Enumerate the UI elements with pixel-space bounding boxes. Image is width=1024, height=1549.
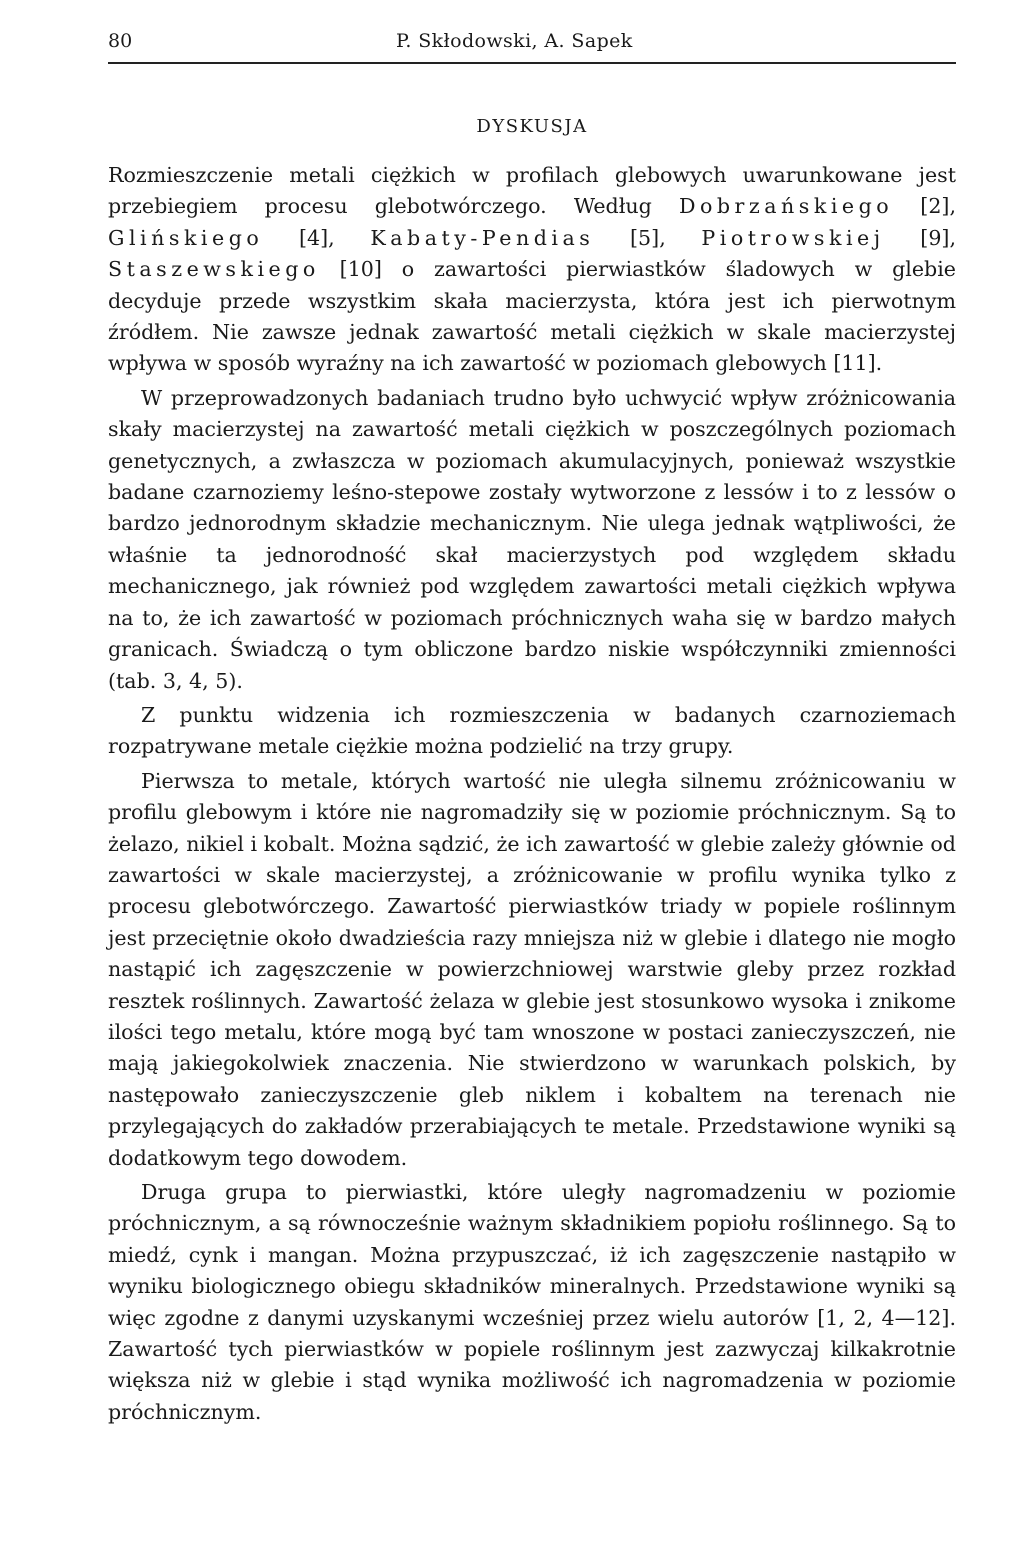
page: [108, 22, 956, 1428]
spaced-author-name: Dobrzańskiego: [678, 194, 894, 219]
section-title: DYSKUSJA: [476, 116, 588, 137]
citation-text: [4],: [263, 225, 371, 250]
paragraph-5: Druga grupa to pierwiastki, które uległy nagromadzeniu w poziomie próchnicznym, a są równocześnie ważnym składnikiem popiołu roślinnego. Są to miedź, cynk i mangan. Można przypuszczać, iż ich zagęszczenie nastąpiło w wyniku biologicznego obiegu składników mineralnych. Przedstawione wyniki są więc zgodne z danymi uzyskanymi wcześniej przez wielu autorów [1, 2, 4—12]. Zawartość tych pierwiastków w popiele roślinnym jest zazwyczaj kilkakrotnie większa niż w glebie i stąd wynika możliwość ich nagromadzenia w poziomie próchnicznym.: [108, 1180, 956, 1424]
paragraph-1-text-a: Rozmieszczenie metali ciężkich w profilach glebowych uwarunkowane jest przebiegiem procesu glebotwórczego. Według: [108, 163, 956, 219]
citation-text: [5],: [594, 225, 702, 250]
paragraph-1: [108, 160, 956, 380]
spaced-author-name: Glińskiego: [108, 225, 264, 250]
article-body: [108, 160, 956, 1428]
spaced-author-name: Kabaty-Pendias: [370, 225, 595, 250]
page-number: 80: [108, 30, 133, 52]
citation-text: [2],: [893, 194, 957, 219]
paragraph-4: Pierwsza to metale, których wartość nie uległa silnemu zróżnicowaniu w profilu glebowym i które nie nagromadziły się w poziomie próchnicznym. Są to żelazo, nikiel i kobalt. Można sądzić, że ich zawartość w glebie zależy głównie od zawartości w skale macierzystej, a zróżnicowanie w profilu wynika tylko z procesu glebotwórczego. Zawartość pierwiastków triady w popiele roślinnym jest przeciętnie około dwadzieścia razy mniejsza niż w glebie i dlatego nie mogło nastąpić ich zagęszczenie w powierzchniowej warstwie gleby przez rozkład resztek roślinnych. Zawartość żelaza w glebie jest stosunkowo wysoka i znikome ilości tego metalu, które mogą być tam wnoszone w postaci zanieczyszczeń, nie mają jakiegokolwiek znaczenia. Nie stwierdzono w warunkach polskich, by następowało zanieczyszczenie gleb niklem i kobaltem na terenach nie przylegających do zakładów przerabiających te metale. Przedstawione wyniki są dodatkowym tego dowodem.: [108, 768, 956, 1170]
spaced-author-name: Piotrowskiej: [701, 225, 885, 250]
spaced-author-name: Staszewskiego: [108, 257, 320, 282]
running-header: [108, 22, 956, 64]
paragraph-3: Z punktu widzenia ich rozmieszczenia w badanych czarnoziemach rozpatrywane metale ciężkie można podzielić na trzy grupy.: [108, 702, 956, 759]
paragraph-1-text-b: [10] o zawartości pierwiastków śladowych w glebie decyduje przede wszystkim skała macierzysta, która jest ich pierwotnym źródłem. Nie zawsze jednak zawartość metali ciężkich w skale macierzystej wpływa w sposób wyraźny na ich zawartość w poziomach glebowych [11].: [108, 257, 956, 376]
running-header-authors: P. Skłodowski, A. Sapek: [396, 30, 633, 52]
paragraph-2: W przeprowadzonych badaniach trudno było uchwycić wpływ zróżnicowania skały macierzystej na zawartość metali ciężkich w poszczególnych poziomach genetycznych, a zwłaszcza w poziomach akumulacyjnych, ponieważ wszystkie badane czarnoziemy leśno-stepowe zostały wytworzone z lessów i to z lessów o bardzo jednorodnym składzie mechanicznym. Nie ulega jednak wątpliwości, że właśnie ta jednorodność skał macierzystych pod względem składu mechanicznego, jak również pod względem zawartości metali ciężkich wpływa na to, że ich zawartość w poziomach próchnicznych waha się w bardzo małych granicach. Świadczą o tym obliczone bardzo niskie współczynniki zmienności (tab. 3, 4, 5).: [108, 385, 956, 693]
citation-text: [9],: [884, 225, 957, 250]
